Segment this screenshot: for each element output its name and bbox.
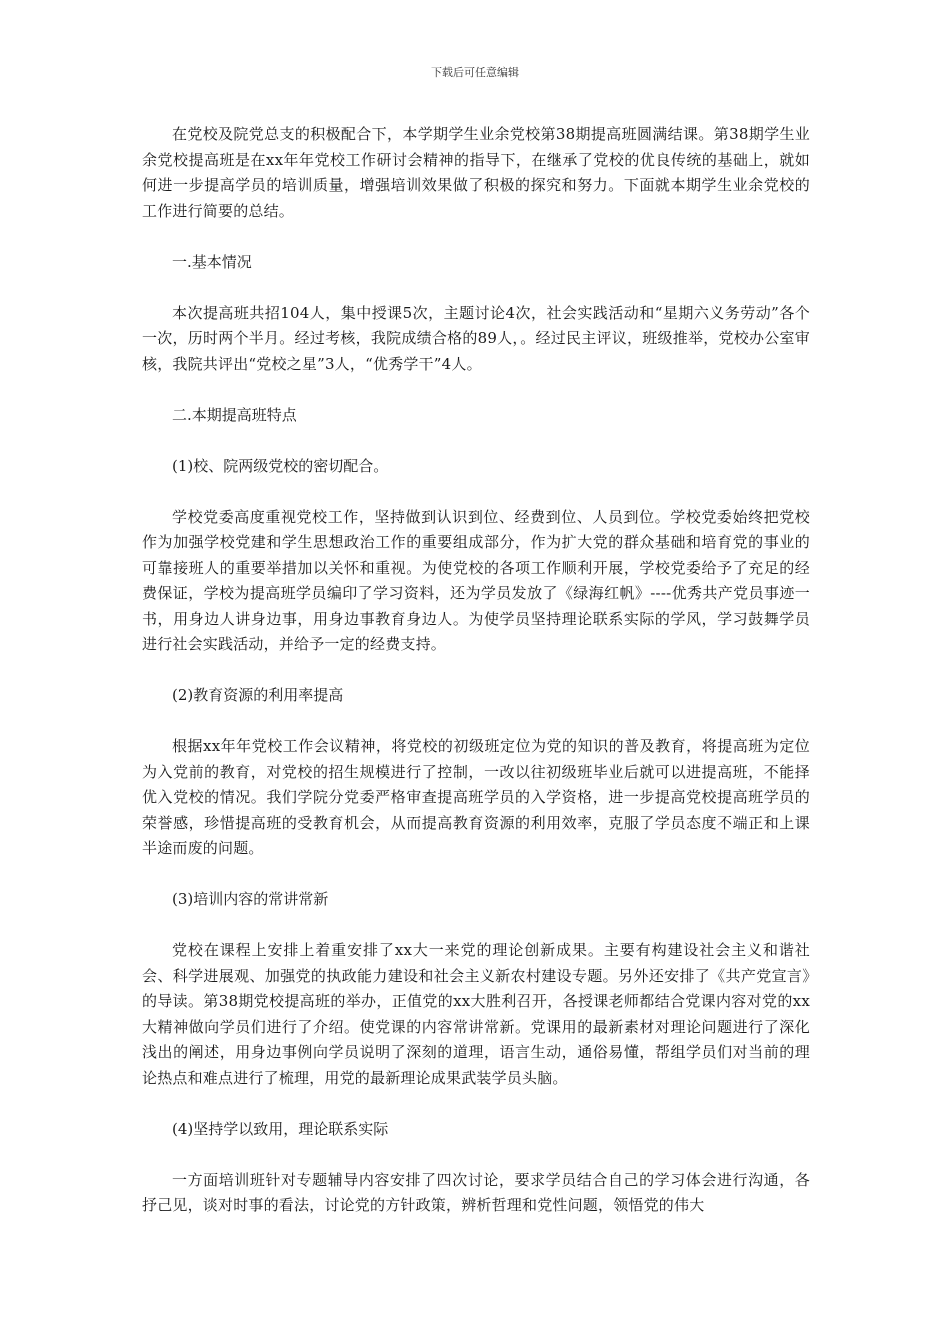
page-header: 下载后可任意编辑	[431, 66, 519, 79]
subheading-practice: (4)坚持学以致用，理论联系实际	[172, 1119, 389, 1138]
subheading-resources: (2)教育资源的利用率提高	[172, 686, 344, 704]
section-heading-features: 二.本期提高班特点	[172, 405, 297, 424]
section-heading-basic-info: 一.基本情况	[172, 252, 252, 271]
subheading-content: (3)培训内容的常讲常新	[172, 890, 329, 908]
paragraph-resources: 根据xx年年党校工作会议精神，将党校的初级班定位为党的知识的普及教育，将提高班为定位为入党前的教育，对党校的招生规模进行了控制，一改以往初级班毕业后就可以进提高班，不能择优入党校的情况。我们学院分党委严格审查提高班学员的入学资格，进一步提高党校提高班学员的荣誉感，珍惜提高班的受教育机会，从而提高教育资源的利用效率，克服了学员态度不端正和上课半途而废的问题。	[142, 737, 810, 857]
document-body	[142, 122, 810, 1244]
paragraph-cooperation: 学校党委高度重视党校工作，坚持做到认识到位、经费到位、人员到位。学校党委始终把党校作为加强学校党建和学生思想政治工作的重要组成部分，作为扩大党的群众基础和培育党的事业的可靠接班人的重要举措加以关怀和重视。为使党校的各项工作顺利开展，学校党委给予了充足的经费保证，学校为提高班学员编印了学习资料，还为学员发放了《绿海红帆》----优秀共产党员事迹一书，用身边人讲身边事，用身边事教育身边人。为使学员坚持理论联系实际的学风，学习鼓舞学员进行社会实践活动，并给予一定的经费支持。	[142, 507, 810, 653]
paragraph-content: 党校在课程上安排上着重安排了xx大一来党的理论创新成果。主要有构建设社会主义和谐社会、科学进展观、加强党的执政能力建设和社会主义新农村建设专题。另外还安排了《共产党宣言》的导读。第38期党校提高班的举办，正值党的xx大胜利召开，各授课老师都结合党课内容对党的xx大精神做向学员们进行了介绍。使党课的内容常讲常新。党课用的最新素材对理论问题进行了深化浅出的阐述，用身边事例向学员说明了深刻的道理，语言生动，通俗易懂，帮组学员们对当前的理论热点和难点进行了梳理，用党的最新理论成果武装学员头脑。	[142, 941, 810, 1087]
paragraph-basic-info: 本次提高班共招104人，集中授课5次，主题讨论4次，社会实践活动和“星期六义务劳动”各个一次，历时两个半月。经过考核，我院成绩合格的89人，。经过民主评议，班级推举，党校办公室审核，我院共评出“党校之星”3人，“优秀学干”4人。	[142, 303, 810, 373]
subheading-cooperation: (1)校、院两级党校的密切配合。	[172, 456, 389, 475]
paragraph-practice: 一方面培训班针对专题辅导内容安排了四次讨论，要求学员结合自己的学习体会进行沟通，各抒己见，谈对时事的看法，讨论党的方针政策，辨析哲理和党性问题，领悟党的伟大	[142, 1170, 810, 1214]
paragraph-intro: 在党校及院党总支的积极配合下，本学期学生业余党校第38期提高班圆满结课。第38期学生业余党校提高班是在xx年年党校工作研讨会精神的指导下，在继承了党校的优良传统的基础上，就如何进一步提高学员的培训质量，增强培训效果做了积极的探究和努力。下面就本期学生业余党校的工作进行简要的总结。	[142, 125, 810, 220]
